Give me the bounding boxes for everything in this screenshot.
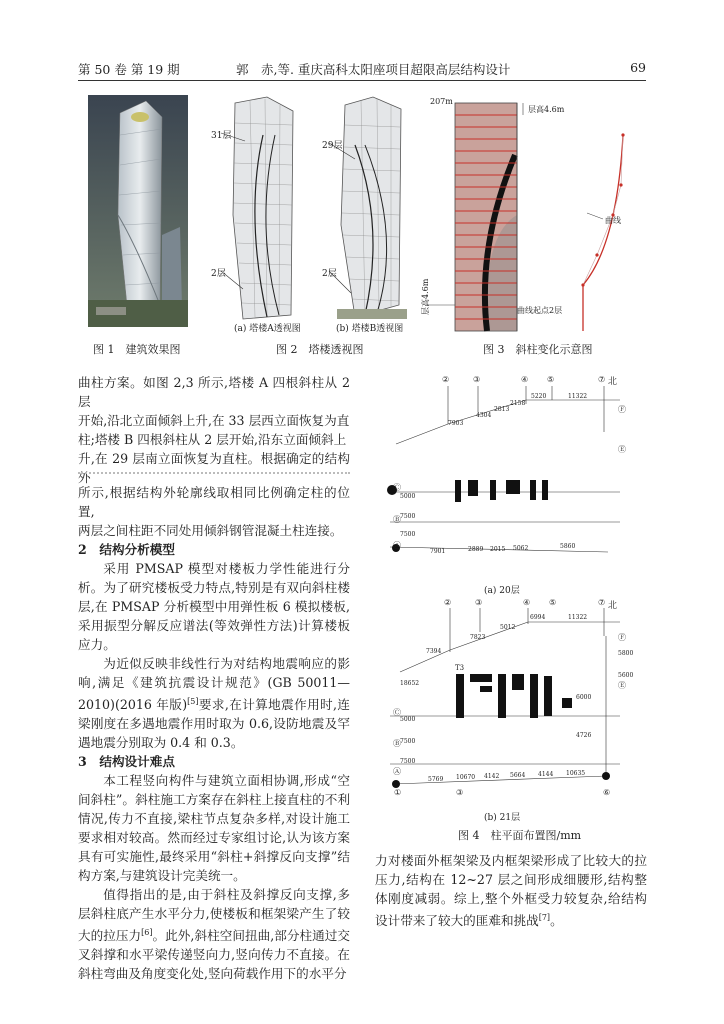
section-3-heading: 3 结构设计难点 [78, 754, 175, 770]
dimension-label: 18652 [400, 680, 420, 687]
citation-ref: [7] [538, 913, 551, 922]
axis-label: Ⓒ [393, 708, 401, 717]
north-arrow-b: 北 [608, 601, 618, 611]
text-line: 两层之间柱距不同处用倾斜钢管混凝土柱连接。 [78, 523, 343, 538]
axis-label: Ⓒ [393, 483, 401, 492]
text-line: 曲柱方案。如图 2,3 所示,塔楼 A 四根斜柱从 2 层 [78, 375, 350, 409]
axis-label: ⑤ [547, 375, 555, 384]
north-arrow-a: 北 [608, 377, 618, 387]
fig3-side-label: 层高4.6m [421, 278, 430, 315]
dimension-label: 4142 [484, 773, 500, 780]
fig3-height: 207m [430, 97, 453, 106]
dimension-label: 7500 [400, 758, 416, 765]
text-line: 开始,沿北立面倾斜上升,在 33 层西立面恢复为直 [78, 413, 350, 428]
dimension-label: 5664 [510, 772, 526, 779]
axis-label: ④ [523, 598, 531, 607]
axis-label: ① [394, 788, 402, 797]
figure-4-caption: 图 4 柱平面布置图/mm [458, 829, 582, 842]
dimension-label: 7500 [400, 738, 416, 745]
dimension-label: 7500 [400, 531, 416, 538]
dimension-label: 4304 [476, 412, 492, 419]
left-column-top [78, 373, 350, 487]
text-line: 升,在 29 层南立面恢复为直柱。根据确定的结构外 [78, 451, 350, 485]
t3-label: T3 [455, 664, 465, 672]
page-number: 69 [630, 60, 646, 75]
axis-label: Ⓐ [393, 767, 401, 776]
fig3-curve-label: 曲线 [605, 216, 621, 225]
dimension-label: 4144 [538, 771, 554, 778]
axis-label: ⑥ [603, 788, 611, 797]
obscured-line [78, 472, 350, 480]
section-2-paragraph-1: 采用 PMSAP 模型对楼板力学性能进行分析。为了研究楼板受力特点,特别是有双向斜柱楼层,在 PMSAP 分析模型中用弹性板 6 模拟楼板,采用振型分解反应谱法(等效弹性方法)计算楼板应力。 [78, 561, 350, 652]
figure-3-caption: 图 3 斜柱变化示意图 [483, 343, 593, 356]
article-running-title: 郭 赤,等. 重庆高科太阳座项目超限高层结构设计 [236, 62, 511, 77]
fig2a-label: (a) 塔楼A透视图 [234, 324, 301, 334]
dimension-label: 10670 [456, 774, 476, 781]
figure-1-caption: 图 1 建筑效果图 [93, 343, 181, 356]
citation-ref: [5] [187, 697, 199, 706]
figure-2-caption: 图 2 塔楼透视图 [276, 343, 364, 356]
axis-label: ④ [521, 375, 529, 384]
left-column-mid [78, 483, 350, 983]
dimension-label: 2015 [490, 546, 506, 553]
axis-label: Ⓔ [618, 681, 626, 690]
fig2b-label: (b) 塔楼B透视图 [336, 324, 404, 334]
dimension-label: 2889 [468, 546, 484, 553]
fig2a-top-floor: 31层 [211, 131, 232, 141]
text-line: 所示,根据结构外轮廓线取相同比例确定柱的位置, [78, 485, 350, 519]
dimension-label: 7901 [430, 548, 446, 555]
dimension-label: 7903 [448, 420, 464, 427]
dimension-label: 4726 [576, 732, 592, 739]
dimension-label: 5800 [618, 650, 634, 657]
axis-label: ⑦ [598, 598, 606, 607]
axis-label: ③ [473, 375, 481, 384]
journal-volume: 第 50 卷 第 19 期 [78, 62, 180, 77]
dimension-label: 10635 [566, 770, 586, 777]
axis-label: ② [442, 375, 450, 384]
figure-3-schematic [427, 95, 637, 333]
fig2b-top-floor: 29层 [322, 141, 343, 151]
dimension-label: 5600 [618, 672, 634, 679]
axis-label: ② [444, 598, 452, 607]
right-column-text [375, 851, 647, 930]
dimension-label: 5000 [400, 493, 416, 500]
axis-label: Ⓔ [618, 445, 626, 454]
dimension-label: 5062 [513, 545, 529, 552]
axis-label: Ⓐ [393, 541, 401, 550]
axis-label: ③ [456, 788, 464, 797]
axis-label: Ⓑ [393, 739, 401, 748]
fig3-curve-start: 曲线起点2层 [517, 306, 563, 315]
text-line: 柱;塔楼 B 四根斜柱从 2 层开始,沿东立面倾斜上 [78, 432, 347, 447]
section-3-paragraph-2: 值得指出的是,由于斜柱及斜撑反向支撑,多层斜柱底产生水平分力,使楼板和框架梁产生了较大的拉压力[6]。此外,斜柱空间扭曲,部分柱通过交叉斜撑和水平梁传递竖向力,竖向传力不直接。在斜柱弯曲及角度变化处,竖向荷载作用下的水平分 [78, 887, 351, 982]
dimension-label: 7394 [426, 648, 442, 655]
dimension-label: 5000 [400, 716, 416, 723]
dimension-label: 5220 [531, 393, 547, 400]
dimension-label: 6000 [576, 694, 592, 701]
dimension-label: 5012 [500, 624, 516, 631]
fig3-floor-height: 层高4.6m [528, 105, 565, 114]
axis-label: Ⓕ [618, 633, 626, 642]
dimension-label: 11322 [568, 393, 588, 400]
right-paragraph: 力对楼面外框架梁及内框架梁形成了比较大的拉压力,结构在 12~27 层之间形成细腰形,结构整体刚度减弱。综上,整个外框受力较复杂,给结构设计带来了较大的匪难和挑战[7]。 [375, 853, 647, 929]
dimension-label: 2813 [494, 406, 510, 413]
header-rule [78, 80, 646, 81]
section-2-heading: 2 结构分析模型 [78, 542, 175, 557]
fig4b-label: (b) 21层 [484, 813, 521, 823]
fig2a-bottom-floor: 2层 [211, 269, 226, 279]
dimension-label: 7823 [470, 634, 486, 641]
figure-1-rendering [88, 95, 188, 327]
axis-label: ⑤ [549, 598, 557, 607]
dimension-label: 6994 [530, 614, 546, 621]
dimension-label: 5769 [428, 776, 444, 783]
axis-label: ③ [475, 598, 483, 607]
dimension-label: 11322 [568, 614, 588, 621]
dimension-label: 7500 [400, 513, 416, 520]
axis-label: ⑦ [598, 375, 606, 384]
section-2-paragraph-2: 为近似反映非线性行为对结构地震响应的影响,满足《建筑抗震设计规范》(GB 50011—2010)(2016 年版)[5]要求,在计算地震作用时,连梁刚度在多遇地震作用时取为 0.6,设防地震及罕遇地震分别取为 0.4 和 0.3。 [78, 656, 350, 751]
axis-label: Ⓕ [618, 405, 626, 414]
section-3-paragraph-1: 本工程竖向构件与建筑立面相协调,形成“空间斜柱”。斜柱施工方案存在斜柱上接直柱的不利情况,传力不直接,梁柱节点复杂多样,对设计施工要求相对较高。然而经过专家组讨论,认为该方案具有可实施性,最终采用“斜柱+斜撑反向支撑”结构方案,与建筑设计完美统一。 [78, 773, 350, 884]
figure-2-towers [205, 95, 417, 333]
axis-label: Ⓑ [393, 515, 401, 524]
dimension-label: 2158 [510, 400, 526, 407]
fig4a-label: (a) 20层 [484, 586, 520, 596]
fig2b-bottom-floor: 2层 [322, 269, 337, 279]
running-header [78, 60, 646, 78]
dimension-label: 5860 [560, 543, 576, 550]
citation-ref: [6] [141, 928, 153, 938]
